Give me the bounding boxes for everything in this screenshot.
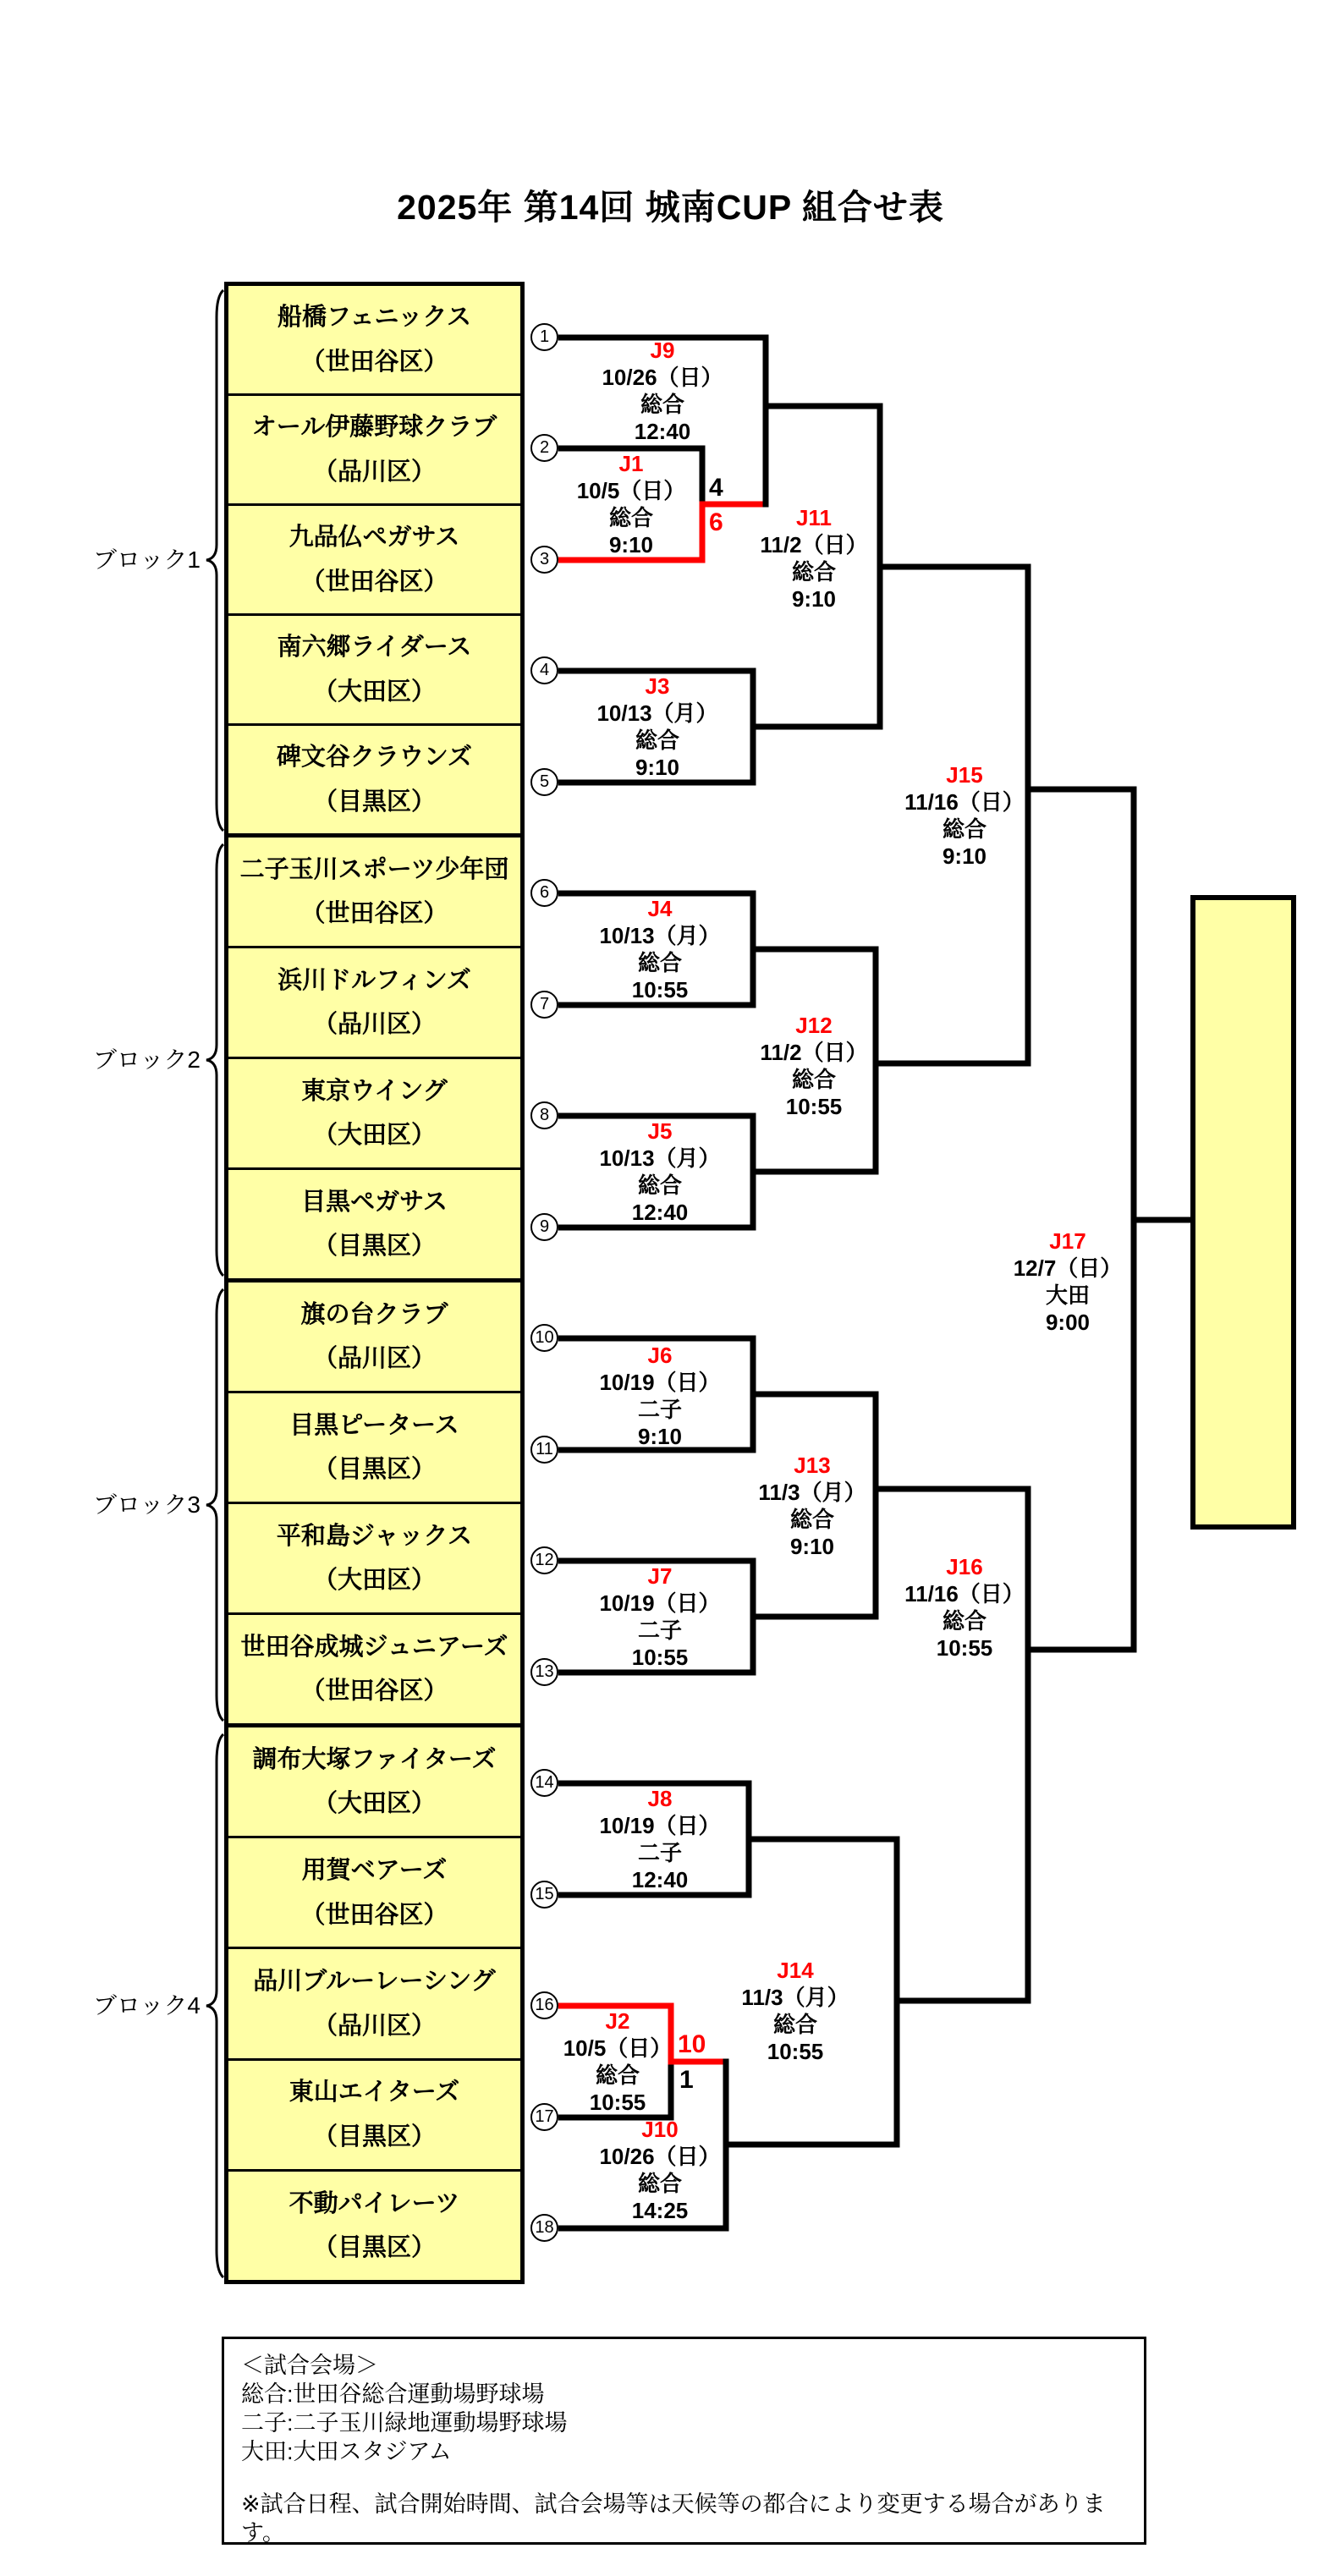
score-J2-bottom: 1 — [679, 2066, 694, 2094]
team-name: オール伊藤野球クラブ — [251, 414, 497, 442]
team-name: 平和島ジャックス — [276, 1522, 473, 1550]
match-time: 9:00 — [1045, 1310, 1091, 1335]
match-date: 11/2（日） — [760, 1040, 868, 1065]
match-date: 10/19（日） — [599, 1813, 721, 1838]
block-brace-2 — [206, 844, 223, 1276]
match-J9-label — [602, 337, 723, 445]
team-name: 用賀ベアーズ — [301, 1856, 448, 1884]
team-ward: （大田区） — [312, 678, 436, 706]
match-J8-label — [599, 1785, 720, 1893]
team-ward: （世田谷区） — [300, 900, 448, 928]
match-date: 11/16（日） — [904, 1581, 1025, 1607]
team-ward: （品川区） — [312, 2012, 436, 2040]
match-J15-label — [904, 761, 1025, 870]
match-J16-connector — [1028, 1486, 1134, 2004]
legend-venue-ota: 大田:大田スタジアム — [241, 2439, 452, 2464]
match-venue: 総合 — [789, 1507, 835, 1532]
match-date: 10/13（月） — [599, 923, 721, 948]
match-date: 10/13（月） — [596, 700, 718, 726]
team-name: 品川ブルーレーシング — [253, 1968, 496, 1996]
team-ward: （大田区） — [312, 1567, 436, 1595]
match-time: 12:40 — [631, 1200, 689, 1225]
team-name: 東京ウイング — [301, 1077, 448, 1105]
team-ward: （世田谷区） — [300, 1678, 448, 1705]
match-J3-connector — [753, 668, 880, 786]
match-J11-label — [760, 504, 867, 612]
match-venue: 総合 — [942, 1608, 987, 1634]
match-J4-connector — [753, 891, 876, 1008]
match-id: J13 — [794, 1453, 831, 1478]
match-id: J1 — [618, 451, 644, 476]
match-J17-connector — [1134, 787, 1193, 1653]
team-ward: （目黒区） — [312, 1456, 436, 1484]
match-venue: 二子 — [637, 1397, 683, 1422]
match-J6-label — [599, 1342, 720, 1450]
match-time: 9:10 — [791, 586, 837, 612]
match-time: 10:55 — [936, 1635, 993, 1661]
team-name: 東山エイターズ — [289, 2079, 460, 2106]
match-id: J3 — [645, 673, 670, 699]
match-J2-label — [563, 2008, 673, 2116]
match-J12-label — [760, 1012, 867, 1120]
match-time: 10:55 — [631, 1645, 689, 1670]
seed-2: 2 — [530, 434, 558, 462]
match-id: J9 — [650, 338, 675, 363]
team-name: 南六郷ライダース — [277, 634, 472, 662]
match-id: J17 — [1049, 1228, 1086, 1254]
team-name: 世田谷成城ジュニアーズ — [240, 1633, 508, 1661]
match-id: J5 — [647, 1118, 673, 1144]
champion-box — [1190, 895, 1296, 1530]
match-J10-connector — [726, 2059, 897, 2232]
match-time: 9:10 — [635, 755, 680, 780]
seed-8: 8 — [530, 1101, 558, 1129]
match-J8-connector — [749, 1781, 897, 1898]
match-venue: 総合 — [595, 2062, 640, 2088]
match-date: 11/16（日） — [904, 789, 1025, 815]
match-venue: 大田 — [1045, 1283, 1091, 1308]
match-time: 12:40 — [631, 1867, 689, 1892]
team-ward: （品川区） — [312, 1011, 436, 1039]
match-J13-label — [758, 1452, 866, 1560]
legend-note: ※試合日程、試合開始時間、試合会場等は天候等の都合により変更する場合があります。 — [241, 2491, 1106, 2546]
team-name: 二子玉川スポーツ少年団 — [239, 855, 509, 883]
legend-venue-futako: 二子:二子玉川緑地運動場野球場 — [241, 2410, 568, 2436]
seed-6: 6 — [530, 879, 558, 907]
legend-venue-sougou: 総合:世田谷総合運動場野球場 — [241, 2381, 545, 2407]
team-ward: （目黒区） — [312, 788, 436, 816]
match-J12-connector — [876, 947, 1028, 1175]
block-brace-1 — [206, 290, 223, 831]
match-J16-label — [904, 1553, 1025, 1661]
match-id: J8 — [647, 1786, 673, 1811]
match-J1-connector — [700, 446, 767, 563]
block-3-label: ブロック3 — [92, 1491, 201, 1518]
match-id: J4 — [647, 896, 673, 921]
match-id: J7 — [647, 1563, 673, 1589]
match-id: J15 — [946, 762, 983, 788]
match-id: J6 — [647, 1343, 673, 1368]
team-ward: （品川区） — [312, 1345, 436, 1373]
match-time: 9:10 — [789, 1534, 835, 1559]
seed-1: 1 — [530, 323, 558, 351]
match-id: J2 — [605, 2008, 630, 2034]
match-id: J10 — [641, 2117, 679, 2142]
match-time: 14:25 — [631, 2198, 689, 2223]
match-J7-connector — [753, 1558, 876, 1676]
seed-18: 18 — [530, 2214, 558, 2242]
page-title: 2025年 第14回 城南CUP 組合せ表 — [397, 188, 944, 227]
match-J7-label — [599, 1563, 720, 1671]
match-venue: 総合 — [942, 816, 987, 842]
score-J1-bottom: 6 — [709, 508, 723, 536]
match-venue: 総合 — [635, 728, 680, 753]
match-J11-connector — [880, 404, 1028, 730]
match-date: 10/5（日） — [563, 2035, 673, 2061]
seed-15: 15 — [530, 1881, 558, 1909]
match-J5-label — [599, 1118, 720, 1226]
match-date: 10/13（月） — [599, 1145, 721, 1171]
match-date: 10/26（日） — [602, 365, 723, 390]
team-name: 旗の台クラブ — [300, 1300, 448, 1328]
match-venue: 総合 — [637, 950, 683, 975]
team-name: 調布大塚ファイターズ — [252, 1745, 497, 1773]
match-date: 10/26（日） — [599, 2144, 721, 2169]
seed-13: 13 — [530, 1658, 558, 1686]
match-id: J16 — [946, 1554, 983, 1579]
match-venue: 総合 — [637, 1173, 683, 1198]
seed-3: 3 — [530, 546, 558, 574]
seed-12: 12 — [530, 1546, 558, 1574]
match-venue: 総合 — [791, 559, 837, 585]
block-2-label: ブロック2 — [92, 1046, 201, 1073]
match-J9-connector — [766, 335, 880, 508]
block-4-label: ブロック4 — [92, 1992, 201, 2019]
match-date: 10/5（日） — [576, 478, 686, 503]
match-date: 11/3（月） — [741, 1985, 849, 2010]
team-ward: （品川区） — [312, 458, 436, 486]
match-J14-connector — [897, 1837, 1028, 2148]
match-venue: 総合 — [772, 2012, 818, 2037]
block-brace-4 — [206, 1734, 223, 2277]
match-time: 9:10 — [942, 843, 987, 869]
match-J5-connector — [753, 1113, 876, 1231]
match-J6-connector — [753, 1336, 876, 1453]
score-J1-top: 4 — [709, 474, 723, 502]
match-time: 12:40 — [634, 419, 691, 444]
match-date: 12/7（日） — [1013, 1255, 1123, 1281]
match-id: J14 — [777, 1958, 814, 1983]
match-J10-label — [599, 2116, 720, 2224]
seed-5: 5 — [530, 768, 558, 796]
match-date: 10/19（日） — [599, 1370, 721, 1395]
team-ward: （目黒区） — [312, 2234, 436, 2262]
seed-14: 14 — [530, 1769, 558, 1797]
seed-4: 4 — [530, 656, 558, 684]
team-ward: （大田区） — [312, 1122, 436, 1150]
block-1-label: ブロック1 — [92, 547, 201, 573]
team-ward: （大田区） — [312, 1790, 436, 1818]
team-name: 碑文谷クラウンズ — [276, 744, 473, 772]
match-J4-label — [599, 895, 720, 1003]
team-name: 九品仏ペガサス — [289, 524, 460, 552]
match-time: 10:55 — [785, 1094, 843, 1119]
team-name: 目黒ピータース — [289, 1411, 459, 1439]
match-time: 10:55 — [767, 2039, 824, 2064]
match-date: 11/3（月） — [758, 1480, 866, 1505]
match-time: 10:55 — [589, 2090, 646, 2115]
seed-16: 16 — [530, 1991, 558, 2019]
team-name: 浜川ドルフィンズ — [278, 966, 471, 994]
match-J14-label — [741, 1957, 849, 2065]
team-ward: （世田谷区） — [300, 348, 448, 376]
match-time: 10:55 — [631, 977, 689, 1002]
seed-17: 17 — [530, 2103, 558, 2131]
match-venue: 総合 — [791, 1067, 837, 1092]
team-ward: （世田谷区） — [300, 568, 448, 596]
seed-10: 10 — [530, 1324, 558, 1352]
team-ward: （世田谷区） — [300, 1901, 448, 1929]
match-J2-connector — [668, 2003, 727, 2121]
match-venue: 二子 — [637, 1840, 683, 1865]
match-id: J12 — [795, 1013, 833, 1038]
match-venue: 総合 — [608, 505, 654, 530]
seed-11: 11 — [530, 1436, 558, 1464]
seed-stub-lines — [558, 338, 766, 2228]
block-brace-3 — [206, 1289, 223, 1721]
match-venue: 二子 — [637, 1618, 683, 1643]
match-time: 9:10 — [608, 532, 654, 557]
match-J1-label — [577, 450, 686, 558]
match-J17-label — [1014, 1228, 1123, 1336]
match-venue: 総合 — [637, 2171, 683, 2196]
match-id: J11 — [796, 505, 832, 530]
team-ward: （目黒区） — [312, 2123, 436, 2151]
match-time: 9:10 — [637, 1424, 683, 1449]
team-name: 船橋フェニックス — [277, 304, 472, 332]
team-name: 不動パイレーツ — [289, 2189, 460, 2217]
legend-title: ＜試合会場＞ — [241, 2353, 378, 2378]
team-name: 目黒ペガサス — [301, 1188, 448, 1216]
match-J3-label — [596, 673, 717, 781]
seed-9: 9 — [530, 1213, 558, 1241]
seed-7: 7 — [530, 991, 558, 1019]
match-J15-connector — [1028, 564, 1134, 1067]
match-date: 11/2（日） — [760, 532, 868, 557]
match-venue: 総合 — [640, 392, 685, 417]
match-date: 10/19（日） — [599, 1590, 721, 1616]
score-J2-top: 10 — [678, 2030, 706, 2058]
team-ward: （目黒区） — [312, 1233, 436, 1261]
